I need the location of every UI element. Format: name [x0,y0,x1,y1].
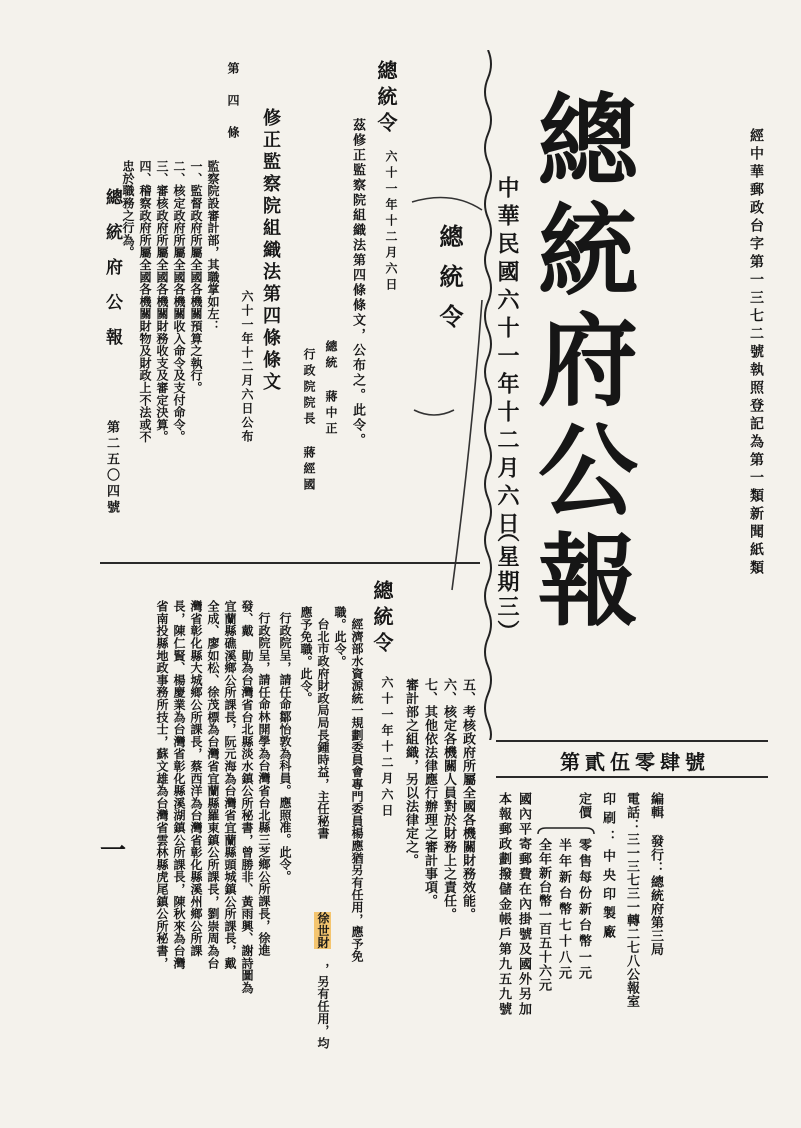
law-line: 一、監督政府所屬全國各機關預算之執行。 [189,160,203,394]
price-full: 全年新台幣一百五十六元 [536,838,551,992]
order2-line: 宜蘭縣礁溪鄉公所課長，阮元海為台灣省宜蘭縣頭城鎮公所課長，戴 [223,600,237,969]
page-number: 一 [100,836,127,866]
order2-line: 灣省彰化縣大城鄉公所課長，蔡西洋為台灣省彰化縣溪州鄉公所課 [189,600,203,957]
order2-highlight-name: 徐世財 [316,912,330,949]
publisher-printer: 印刷：中央印製廠 [600,792,615,944]
order1-sign-premier: 行政院院長 蔣經國 [302,348,316,494]
law-continued-line: 六、核定各機關人員對於財務上之責任。 [441,678,456,921]
price-single: 零售每份新台幣一元 [576,838,591,982]
sidebar-issue: 第二五〇四號 [104,420,119,516]
order2-line: 行政院呈，請任命林開學為台灣省台北縣三芝鄉公所課長，徐進 [257,612,271,957]
issue-label: 第貳伍零肆號 [560,750,710,774]
law-continued-line: 審計部之組織，另以法律定之。 [403,678,418,867]
order2-line: 發、戴 勛為台灣省台北縣淡水鎮公所秘書，曾勝非、黃雨興、謝詩圖為 [240,600,254,994]
order2-line: 長，陳仁賢、楊慶業為台灣省彰化縣溪湖鎮公所課長，陳秋來為台灣 [172,600,186,969]
section-rule [100,562,480,564]
price-half: 半年新台幣七十八元 [556,838,571,982]
issue-box-bottom-rule [496,776,768,778]
publisher-editor: 編輯 發行：總統府第三局 [648,792,663,956]
order2-line-tail: ，另有任用，均 [316,963,330,1050]
weekday: （星期三） [494,520,520,645]
law-line: 四、稽察政府所屬全國各機關財物及財政上不法或不 [138,160,152,443]
masthead-title: 總統府公報 [521,88,639,638]
order2-line: 省南投縣地政事務所技士，蘇文雄為台灣省雲林縣虎尾鎮公所秘書， [155,600,169,969]
issue-box-top-rule [496,740,768,742]
price-label: 定價 [576,792,591,819]
law-line: 三、審核政府所屬全國各機關財務收支及審定決算。 [155,160,169,443]
order2-line: 行政院呈，請任命鄒怡敦為科員。應照准。此令。 [278,612,292,883]
law-article-no: 第四條 [226,62,240,158]
stamp-heading: 總統令 [435,224,464,344]
order2-date: 六十一年十二月六日 [380,676,394,820]
law-continued-line: 七、其他依法律應行辦理之審計事項。 [422,678,437,908]
law-line: 監察院設審計部，其職掌如左： [206,160,220,333]
order1-sign-president: 總統 蔣中正 [324,340,338,438]
law-title: 修正監察院組織法第四條條文 [260,108,281,394]
order2-line: 應予免職。此令。 [299,606,313,705]
order1-body: 茲修正監察院組織法第四條條文，公布之。此令。 [350,118,365,448]
order2-line: 經濟部水資源統一規劃委員會專門委員楊應猶另有任用，應予免 [350,618,364,963]
order1-heading: 總統令 [374,60,398,138]
order2-heading: 總統令 [370,580,394,658]
order2-line: 職。此令。 [333,606,347,668]
law-line: 忠於職務之行為。 [121,160,135,259]
order2-line: 台北市政府財政局局長鍾時益，主任秘書 [316,618,330,840]
issue-date: 中華民國六十一年十二月六日 [494,176,520,540]
law-continued-line: 五、考核政府所屬全國各機關財務效能。 [460,678,475,921]
order2-line: 全成、廖如松、徐茂標為台灣省宜蘭縣羅東鎮公所課長，劉崇周為台 [206,600,220,969]
stamp-arc [404,190,504,630]
publisher-phone: 電話：三一三七三一轉二七八公報室 [624,792,639,1008]
postage-note-1: 國內平寄郵費在內掛號及國外另加 [516,792,531,1017]
postage-note-2: 本報郵政劃撥儲金帳戶第九五九號 [496,792,511,1017]
order1-date: 六十一年十二月六日 [384,150,398,294]
sidebar-name: 總統府公報 [102,188,122,363]
law-line: 二、核定政府所屬全國各機關收入命令及支付命令。 [172,160,186,443]
registration-note: 經中華郵政台字第一三七二號執照登記為第一類新聞紙類 [748,128,764,578]
price-bracket [536,826,596,836]
law-promulgated: 六十一年十二月六日公布 [240,290,254,444]
